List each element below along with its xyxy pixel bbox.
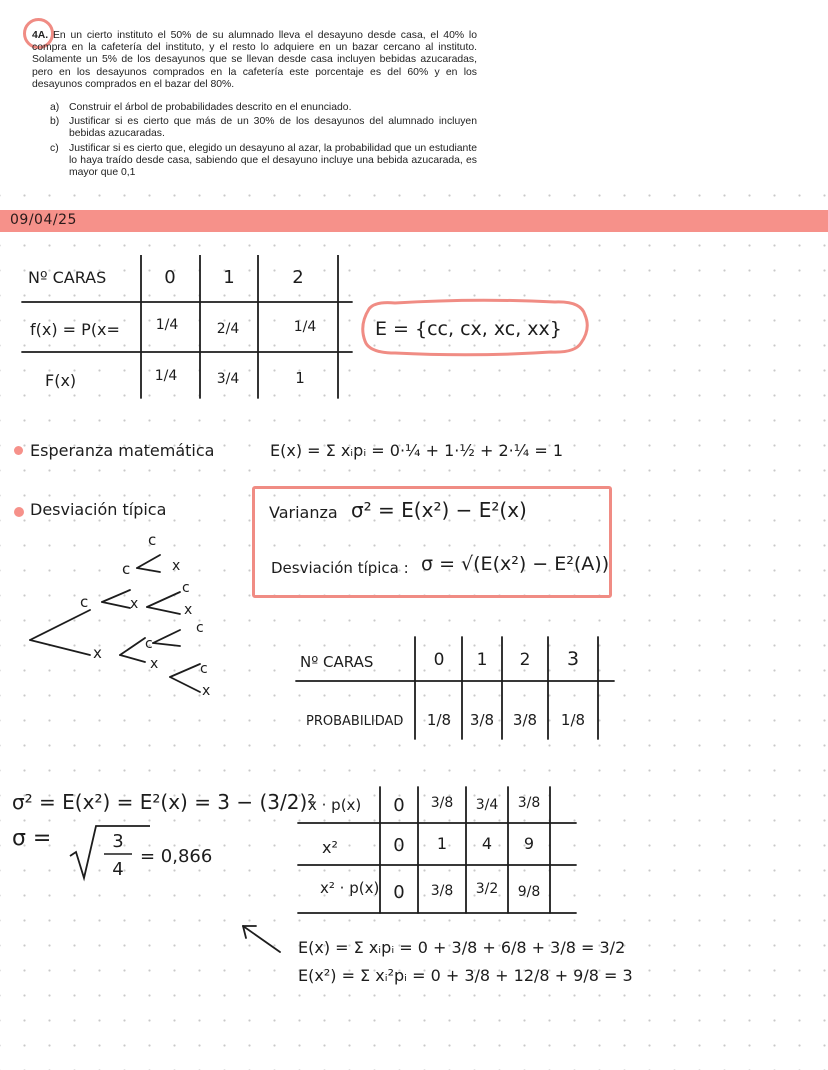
sample-space-text: E = {cc, cx, xc, xx}: [375, 318, 562, 340]
table1-F-1: 3/4: [216, 371, 240, 387]
varianza-formula: σ² = E(x²) − E²(x): [351, 498, 527, 522]
table3-r0-label: x · p(x): [308, 796, 362, 814]
desviacion-label: Desviación típica: [30, 500, 167, 519]
table2-prob-2: 3/8: [512, 711, 538, 729]
tree-node: c: [145, 636, 153, 652]
table3-r1-c0: 0: [393, 835, 405, 856]
table-caras-dos-monedas: [20, 255, 360, 405]
table-probabilidad-tres-monedas: [292, 635, 617, 745]
esperanza-formula: E(x) = Σ xᵢpᵢ = 0·¼ + 1·½ + 2·¼ = 1: [270, 441, 563, 460]
date-label: 09/04/25: [10, 212, 77, 228]
table2-header-0: 0: [433, 650, 445, 670]
table3-r0-c0: 0: [393, 795, 405, 816]
tree-node: c: [80, 593, 89, 611]
tree-node: x: [184, 602, 193, 618]
tree-node: c: [182, 580, 190, 596]
esperanza-label: Esperanza matemática: [30, 441, 215, 460]
table2-header-1: 1: [476, 650, 488, 670]
tree-node: c: [122, 560, 131, 578]
arrow-icon: [238, 920, 284, 956]
desviacion-formula-label: Desviación típica :: [271, 559, 409, 577]
final-line2: E(x²) = Σ xᵢ²pᵢ = 0 + 3/8 + 12/8 + 9/8 = 3: [298, 966, 633, 985]
tree-node: c: [148, 531, 157, 549]
table2-row-label: PROBABILIDAD: [306, 714, 404, 729]
table3-r2-c0: 0: [393, 882, 405, 903]
printed-problem: [0, 0, 828, 190]
table1-header-label: Nº CARAS: [28, 268, 107, 287]
table1-header-0: 0: [164, 267, 176, 288]
problem-statement: [32, 30, 477, 91]
problem-number: 4A.: [32, 30, 49, 41]
tree-node: x: [150, 656, 159, 672]
tree-node: x: [202, 683, 211, 699]
date-bar: [0, 210, 828, 232]
sqrt-numerator: 3: [112, 831, 124, 852]
calc-sigma: σ =: [12, 826, 52, 851]
table3-r0-c3: 3/8: [517, 795, 541, 811]
bullet-esperanza: [14, 446, 23, 455]
table1-f-0: 1/4: [155, 317, 179, 333]
list-item: b) Justificar si es cierto que más de un 30% de los desayunos del alumnado incluyen bebidas azucaradas.: [50, 116, 477, 140]
table-momentos: [296, 785, 581, 917]
table1-f-1: 2/4: [216, 321, 240, 337]
table3-r0-c1: 3/8: [430, 795, 454, 811]
tree-node: x: [130, 596, 139, 612]
tree-node: c: [196, 620, 204, 636]
list-item: c) Justificar si es cierto que, elegido un desayuno al azar, la probabilidad que un estudiante lo haya traído desde casa, sabiendo que el desayuno incluye una bebida azucarada, es mayor que 0,1: [50, 142, 477, 179]
table2-header-2: 2: [519, 650, 531, 670]
table3-r2-c3: 9/8: [517, 884, 541, 900]
table3-r2-label: x² · p(x): [320, 879, 380, 897]
calc-result: = 0,866: [140, 846, 213, 867]
final-line1: E(x) = Σ xᵢpᵢ = 0 + 3/8 + 6/8 + 3/8 = 3/2: [298, 938, 626, 957]
desviacion-formula: σ = √(E(x²) − E²(A)): [421, 553, 610, 575]
tree-diagram: [20, 530, 240, 705]
bullet-desviacion: [14, 507, 24, 517]
table2-header-3: 3: [566, 648, 580, 670]
tree-node: x: [172, 558, 181, 574]
table1-F-2: 1: [295, 369, 305, 387]
table3-r1-c3: 9: [523, 834, 535, 853]
table1-header-1: 1: [223, 267, 235, 288]
calc-line1: σ² = E(x²) = E²(x) = 3 − (3/2)²: [12, 790, 316, 814]
table1-F-0: 1/4: [154, 368, 178, 384]
table3-r1-c2: 4: [481, 834, 493, 853]
table1-F-label: F(x): [45, 371, 77, 390]
table1-header-2: 2: [292, 267, 304, 288]
sample-space-bubble: [355, 297, 595, 359]
formula-box: [252, 486, 612, 598]
table3-r1-label: x²: [322, 838, 338, 857]
table3-r2-c1: 3/8: [430, 883, 454, 899]
table2-header-label: Nº CARAS: [300, 653, 374, 671]
varianza-label: Varianza: [269, 503, 338, 522]
problem-text: En un cierto instituto el 50% de su alumnado lleva el desayuno desde casa, el 40% lo compra en la cafetería del instituto, y el resto lo adquiere en un bazar cercano al instituto. Solamente un 5% de los desayunos que se llevan desde casa incluyen bebidas azucaradas, pero en los desayunos comprados en la cafetería este porcentaje es del 60% y en los desayunos comprados en el bazar del 80%.: [32, 30, 477, 90]
table3-r0-c2: 3/4: [475, 797, 499, 813]
sqrt-denominator: 4: [112, 859, 124, 880]
list-item: a) Construir el árbol de probabilidades descrito en el enunciado.: [50, 102, 352, 113]
tree-node: x: [93, 644, 102, 662]
problem-items: [50, 102, 477, 181]
table3-r2-c2: 3/2: [475, 881, 499, 897]
table1-f-2: 1/4: [293, 319, 317, 335]
tree-node: c: [200, 661, 208, 677]
table1-f-label: f(x) = P(x=: [30, 320, 120, 339]
table2-prob-1: 3/8: [469, 711, 495, 729]
table3-r1-c1: 1: [436, 834, 448, 853]
table2-prob-0: 1/8: [426, 711, 452, 729]
table2-prob-3: 1/8: [560, 711, 586, 729]
